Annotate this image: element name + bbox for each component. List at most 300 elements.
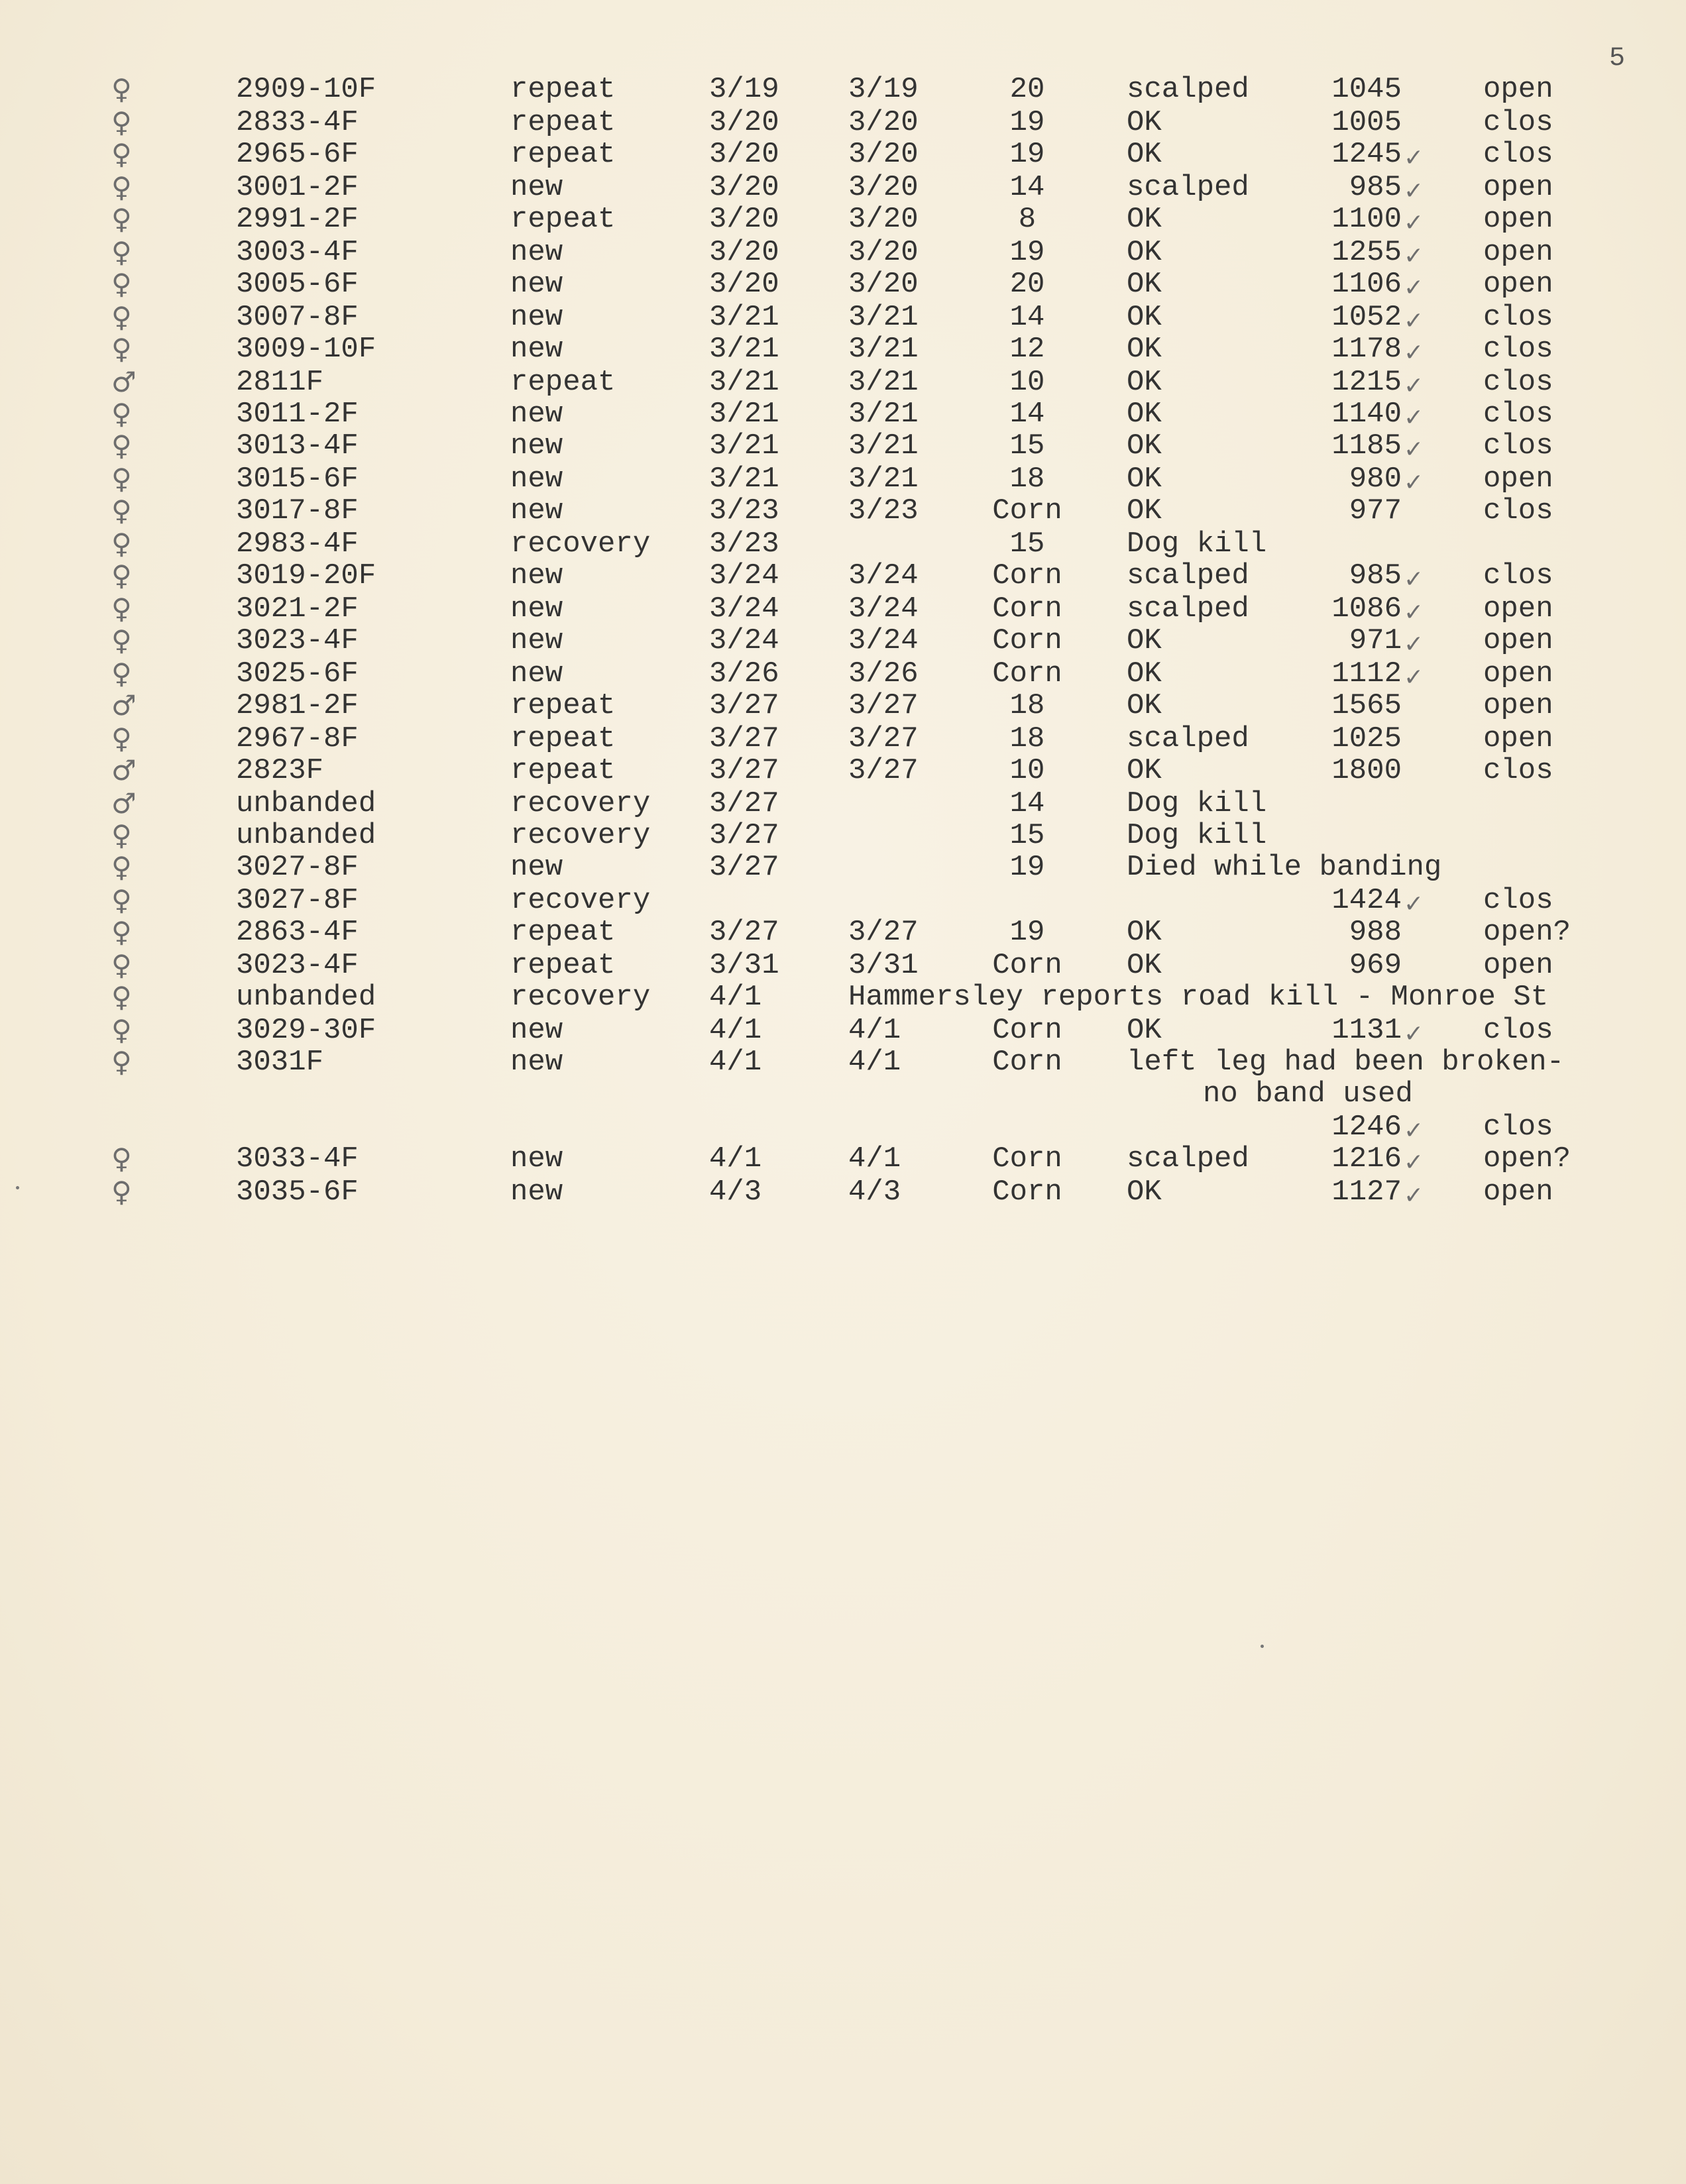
banding-status: new: [510, 236, 563, 269]
cloaca-status: clos: [1483, 106, 1553, 139]
band-number: 2981-2F: [236, 689, 359, 722]
condition: scalped: [1127, 73, 1249, 106]
band-number: unbanded: [236, 787, 376, 820]
banding-status: recovery: [510, 819, 651, 852]
band-number: 3035-6F: [236, 1175, 359, 1209]
weight: 1800: [1331, 754, 1402, 787]
cloaca-status: open: [1483, 236, 1553, 269]
condition: left leg had been broken-: [1127, 1046, 1565, 1079]
weight: 1565: [1331, 689, 1402, 722]
weight: 1100: [1331, 203, 1402, 236]
table-row: [0, 463, 1686, 496]
release-date: 3/27: [848, 916, 919, 949]
banding-status: recovery: [510, 787, 651, 820]
weight: 1245: [1331, 138, 1402, 171]
capture-date: 3/24: [709, 559, 779, 592]
condition: scalped: [1127, 1142, 1249, 1175]
weight: 1005: [1331, 106, 1402, 139]
weight: 1185: [1331, 429, 1402, 463]
weight: 1052: [1331, 301, 1402, 334]
table-row: [0, 171, 1686, 204]
sex-symbol: ♀: [111, 73, 132, 105]
table-row: [0, 106, 1686, 139]
weight: 1086: [1331, 592, 1402, 626]
checkmark-icon: ✓: [1404, 372, 1424, 400]
condition: OK: [1127, 754, 1162, 787]
banding-status: repeat: [510, 754, 616, 787]
release-date: 4/1: [848, 1142, 901, 1175]
table-row: [0, 592, 1686, 626]
table-row: [0, 916, 1686, 949]
table-row: [0, 559, 1686, 592]
band-number: 3007-8F: [236, 301, 359, 334]
banding-status: new: [510, 171, 563, 204]
cloaca-status: clos: [1483, 494, 1553, 527]
band-number: 3027-8F: [236, 884, 359, 917]
table-row: [0, 981, 1686, 1014]
release-date: 3/21: [848, 429, 919, 463]
band-number: 3005-6F: [236, 268, 359, 301]
table-row: [0, 73, 1686, 106]
band-number: 3031F: [236, 1046, 324, 1079]
table-row: [0, 268, 1686, 301]
age-or-location: 19: [1009, 236, 1045, 269]
banding-status: new: [510, 494, 563, 527]
condition: OK: [1127, 624, 1162, 657]
age-or-location: 19: [1009, 916, 1045, 949]
table-row: [0, 754, 1686, 787]
table-row: [0, 689, 1686, 722]
condition: Dog kill: [1127, 527, 1267, 561]
banding-status: new: [510, 1046, 563, 1079]
release-date: 3/21: [848, 301, 919, 334]
banding-status: new: [510, 333, 563, 366]
table-row: [0, 787, 1686, 820]
checkmark-icon: ✓: [1404, 209, 1424, 237]
release-date: 3/24: [848, 624, 919, 657]
weight: 1215: [1331, 366, 1402, 399]
band-number: 3013-4F: [236, 429, 359, 463]
capture-date: 4/3: [709, 1175, 762, 1209]
sex-symbol: ♀: [111, 203, 132, 235]
cloaca-status: clos: [1483, 754, 1553, 787]
paper-speck: [1261, 1645, 1264, 1648]
table-row: [0, 624, 1686, 657]
band-number: 3023-4F: [236, 624, 359, 657]
age-or-location: 18: [1009, 463, 1045, 496]
sex-symbol: ♀: [111, 1014, 132, 1046]
table-row: [0, 657, 1686, 690]
banding-status: repeat: [510, 366, 616, 399]
release-date: 3/19: [848, 73, 919, 106]
cloaca-status: open: [1483, 203, 1553, 236]
age-or-location: 14: [1009, 787, 1045, 820]
age-or-location: Corn: [992, 949, 1062, 982]
band-number: 3027-8F: [236, 851, 359, 884]
age-or-location: 15: [1009, 527, 1045, 561]
capture-date: 3/21: [709, 333, 779, 366]
release-date: 3/20: [848, 203, 919, 236]
condition: OK: [1127, 1175, 1162, 1209]
capture-date: 4/1: [709, 1046, 762, 1079]
condition: OK: [1127, 463, 1162, 496]
release-date: 3/21: [848, 463, 919, 496]
release-date: 3/20: [848, 106, 919, 139]
checkmark-icon: ✓: [1404, 274, 1424, 301]
age-or-location: 14: [1009, 171, 1045, 204]
banding-status: new: [510, 1014, 563, 1047]
banding-status: new: [510, 268, 563, 301]
age-or-location: 20: [1009, 268, 1045, 301]
checkmark-icon: ✓: [1404, 243, 1424, 270]
checkmark-icon: ✓: [1404, 664, 1424, 691]
weight: 980: [1349, 463, 1402, 496]
capture-date: 3/21: [709, 366, 779, 399]
banding-status: new: [510, 592, 563, 626]
capture-date: 3/21: [709, 463, 779, 496]
band-number: 2823F: [236, 754, 324, 787]
cloaca-status: open: [1483, 268, 1553, 301]
banding-status: repeat: [510, 916, 616, 949]
cloaca-status: open: [1483, 949, 1553, 982]
capture-date: 3/20: [709, 268, 779, 301]
banding-status: repeat: [510, 689, 616, 722]
capture-date: 3/23: [709, 494, 779, 527]
release-date: 3/24: [848, 592, 919, 626]
condition: OK: [1127, 301, 1162, 334]
banding-status: new: [510, 851, 563, 884]
table-row: [0, 722, 1686, 755]
release-date: 3/21: [848, 366, 919, 399]
table-row: [0, 138, 1686, 171]
sex-symbol: ♀: [111, 1142, 132, 1175]
banding-status: recovery: [510, 981, 651, 1014]
band-number: 3023-4F: [236, 949, 359, 982]
release-date: 4/3: [848, 1175, 901, 1209]
weight: 988: [1349, 916, 1402, 949]
table-row: [0, 236, 1686, 269]
checkmark-icon: ✓: [1404, 566, 1424, 593]
capture-date: 4/1: [709, 981, 762, 1014]
release-date: 3/21: [848, 398, 919, 431]
checkmark-icon: ✓: [1404, 891, 1424, 918]
age-or-location: 15: [1009, 819, 1045, 852]
checkmark-icon: ✓: [1404, 144, 1424, 172]
checkmark-icon: ✓: [1404, 178, 1424, 205]
capture-date: 3/27: [709, 722, 779, 755]
cloaca-status: open: [1483, 1175, 1553, 1209]
band-number: 3025-6F: [236, 657, 359, 690]
sex-symbol: ♂: [111, 366, 137, 398]
sex-symbol: ♀: [111, 463, 132, 495]
sex-symbol: ♀: [111, 301, 132, 333]
condition: OK: [1127, 689, 1162, 722]
condition: OK: [1127, 106, 1162, 139]
condition: Died while banding: [1127, 851, 1442, 884]
checkmark-icon: ✓: [1404, 404, 1424, 431]
band-number: 2833-4F: [236, 106, 359, 139]
weight: 1255: [1331, 236, 1402, 269]
capture-date: 3/20: [709, 236, 779, 269]
page-number: 5: [1609, 44, 1626, 74]
condition: scalped: [1127, 722, 1249, 755]
release-date: 3/24: [848, 559, 919, 592]
checkmark-icon: ✓: [1404, 1149, 1424, 1176]
sex-symbol: ♀: [111, 494, 132, 527]
condition: OK: [1127, 366, 1162, 399]
age-or-location: Corn: [992, 1142, 1062, 1175]
release-date: 3/20: [848, 171, 919, 204]
capture-date: 3/23: [709, 527, 779, 561]
capture-date: 3/21: [709, 301, 779, 334]
capture-date: 3/27: [709, 916, 779, 949]
table-row: [0, 1142, 1686, 1175]
release-date: 3/27: [848, 689, 919, 722]
banding-status: repeat: [510, 73, 616, 106]
band-number: 2965-6F: [236, 138, 359, 171]
age-or-location: Corn: [992, 592, 1062, 626]
weight: 977: [1349, 494, 1402, 527]
cloaca-status: clos: [1483, 366, 1553, 399]
weight: 1127: [1331, 1175, 1402, 1209]
sex-symbol: ♀: [111, 592, 132, 625]
age-or-location: Corn: [992, 1046, 1062, 1079]
band-number: 2909-10F: [236, 73, 376, 106]
capture-date: 3/26: [709, 657, 779, 690]
cloaca-status: clos: [1483, 138, 1553, 171]
table-row: [0, 949, 1686, 982]
band-number: 2983-4F: [236, 527, 359, 561]
banding-status: new: [510, 624, 563, 657]
table-row: [0, 366, 1686, 399]
weight: 985: [1349, 559, 1402, 592]
capture-date: 4/1: [709, 1142, 762, 1175]
table-row: [0, 884, 1686, 917]
cloaca-status: clos: [1483, 1111, 1553, 1144]
sex-symbol: ♀: [111, 429, 132, 462]
sex-symbol: ♀: [111, 819, 132, 851]
sex-symbol: ♀: [111, 722, 132, 755]
condition: OK: [1127, 1014, 1162, 1047]
condition: scalped: [1127, 171, 1249, 204]
band-number: 3015-6F: [236, 463, 359, 496]
checkmark-icon: ✓: [1404, 1117, 1424, 1144]
capture-date: 3/31: [709, 949, 779, 982]
banding-status: new: [510, 301, 563, 334]
sex-symbol: ♀: [111, 981, 132, 1013]
release-date: 4/1: [848, 1014, 901, 1047]
table-row: [0, 1175, 1686, 1209]
banding-status: recovery: [510, 884, 651, 917]
age-or-location: Corn: [992, 494, 1062, 527]
release-date: 3/20: [848, 268, 919, 301]
banding-status: repeat: [510, 203, 616, 236]
cloaca-status: clos: [1483, 1014, 1553, 1047]
age-or-location: Corn: [992, 559, 1062, 592]
paper-speck: [16, 1186, 19, 1189]
checkmark-icon: ✓: [1404, 469, 1424, 496]
capture-date: 3/19: [709, 73, 779, 106]
table-row: [0, 429, 1686, 463]
sex-symbol: ♀: [111, 1046, 132, 1078]
condition: OK: [1127, 138, 1162, 171]
age-or-location: 19: [1009, 106, 1045, 139]
capture-date: 3/27: [709, 689, 779, 722]
weight: 1045: [1331, 73, 1402, 106]
condition: OK: [1127, 429, 1162, 463]
capture-date: 3/20: [709, 171, 779, 204]
condition: OK: [1127, 494, 1162, 527]
band-number: 2967-8F: [236, 722, 359, 755]
age-or-location: Corn: [992, 1175, 1062, 1209]
release-date: 4/1: [848, 1046, 901, 1079]
band-number: 2991-2F: [236, 203, 359, 236]
capture-date: 3/27: [709, 851, 779, 884]
weight: 971: [1349, 624, 1402, 657]
banding-status: new: [510, 1142, 563, 1175]
banding-status: new: [510, 559, 563, 592]
cloaca-status: open?: [1483, 916, 1571, 949]
sex-symbol: ♂: [111, 689, 137, 722]
table-row: [0, 527, 1686, 561]
weight: 1131: [1331, 1014, 1402, 1047]
cloaca-status: clos: [1483, 559, 1553, 592]
band-number: 2811F: [236, 366, 324, 399]
capture-date: 4/1: [709, 1014, 762, 1047]
release-date: 3/31: [848, 949, 919, 982]
condition: OK: [1127, 203, 1162, 236]
banding-status: new: [510, 463, 563, 496]
sex-symbol: ♀: [111, 333, 132, 365]
age-or-location: Corn: [992, 624, 1062, 657]
release-date: 3/27: [848, 722, 919, 755]
weight: 1025: [1331, 722, 1402, 755]
capture-date: 3/20: [709, 106, 779, 139]
cloaca-status: open: [1483, 592, 1553, 626]
weight: 1178: [1331, 333, 1402, 366]
sex-symbol: ♀: [111, 398, 132, 430]
band-number: 2863-4F: [236, 916, 359, 949]
weight: 1216: [1331, 1142, 1402, 1175]
sex-symbol: ♀: [111, 236, 132, 268]
cloaca-status: open: [1483, 689, 1553, 722]
table-row: [0, 301, 1686, 334]
band-number: unbanded: [236, 981, 376, 1014]
weight: 1140: [1331, 398, 1402, 431]
age-or-location: Corn: [992, 1014, 1062, 1047]
capture-date: 3/27: [709, 754, 779, 787]
cloaca-status: open: [1483, 171, 1553, 204]
band-number: 3009-10F: [236, 333, 376, 366]
checkmark-icon: ✓: [1404, 1020, 1424, 1048]
band-number: 3003-4F: [236, 236, 359, 269]
age-or-location: 10: [1009, 366, 1045, 399]
sex-symbol: ♀: [111, 559, 132, 592]
capture-date: 3/27: [709, 787, 779, 820]
checkmark-icon: ✓: [1404, 1182, 1424, 1209]
condition: OK: [1127, 657, 1162, 690]
banding-status: new: [510, 1175, 563, 1209]
condition: OK: [1127, 916, 1162, 949]
table-row: [0, 333, 1686, 366]
capture-date: 3/20: [709, 203, 779, 236]
cloaca-status: open: [1483, 463, 1553, 496]
condition: OK: [1127, 236, 1162, 269]
sex-symbol: ♀: [111, 527, 132, 560]
release-date: 3/27: [848, 754, 919, 787]
condition: OK: [1127, 333, 1162, 366]
capture-date: 3/24: [709, 592, 779, 626]
sex-symbol: ♀: [111, 268, 132, 300]
cloaca-status: clos: [1483, 333, 1553, 366]
condition: OK: [1127, 268, 1162, 301]
table-row: [0, 819, 1686, 852]
age-or-location: 19: [1009, 851, 1045, 884]
table-row: [0, 1111, 1686, 1144]
weight: 1112: [1331, 657, 1402, 690]
table-row: [0, 203, 1686, 236]
sex-symbol: ♀: [111, 171, 132, 203]
banding-status: recovery: [510, 527, 651, 561]
cloaca-status: clos: [1483, 884, 1553, 917]
banding-status: new: [510, 398, 563, 431]
sex-symbol: ♀: [111, 949, 132, 981]
sex-symbol: ♀: [111, 624, 132, 657]
table-row: [0, 1046, 1686, 1079]
checkmark-icon: ✓: [1404, 436, 1424, 463]
sex-symbol: ♀: [111, 884, 132, 916]
cloaca-status: open: [1483, 722, 1553, 755]
cloaca-status: clos: [1483, 398, 1553, 431]
band-number: 3011-2F: [236, 398, 359, 431]
banding-status: repeat: [510, 106, 616, 139]
sex-symbol: ♀: [111, 657, 132, 690]
condition: OK: [1127, 949, 1162, 982]
cloaca-status: open?: [1483, 1142, 1571, 1175]
remarks-note: no band used: [1203, 1077, 1413, 1111]
release-date: 3/20: [848, 138, 919, 171]
release-date: 3/26: [848, 657, 919, 690]
table-row: [0, 1077, 1686, 1111]
banding-status: new: [510, 657, 563, 690]
band-number: 3019-20F: [236, 559, 376, 592]
capture-date: 3/21: [709, 429, 779, 463]
sex-symbol: ♀: [111, 138, 132, 170]
cloaca-status: open: [1483, 624, 1553, 657]
condition: scalped: [1127, 559, 1249, 592]
age-or-location: 15: [1009, 429, 1045, 463]
age-or-location: 12: [1009, 333, 1045, 366]
table-row: [0, 398, 1686, 431]
cloaca-status: open: [1483, 657, 1553, 690]
sex-symbol: ♀: [111, 851, 132, 883]
cloaca-status: open: [1483, 73, 1553, 106]
sex-symbol: ♀: [111, 106, 132, 138]
capture-date: 3/21: [709, 398, 779, 431]
weight: 1424: [1331, 884, 1402, 917]
cloaca-status: clos: [1483, 301, 1553, 334]
condition: OK: [1127, 398, 1162, 431]
band-number: 3021-2F: [236, 592, 359, 626]
table-row: [0, 1014, 1686, 1047]
band-number: unbanded: [236, 819, 376, 852]
cloaca-status: clos: [1483, 429, 1553, 463]
band-number: 3017-8F: [236, 494, 359, 527]
banding-status: repeat: [510, 722, 616, 755]
banding-status: repeat: [510, 138, 616, 171]
sex-symbol: ♀: [111, 916, 132, 948]
age-or-location: 19: [1009, 138, 1045, 171]
